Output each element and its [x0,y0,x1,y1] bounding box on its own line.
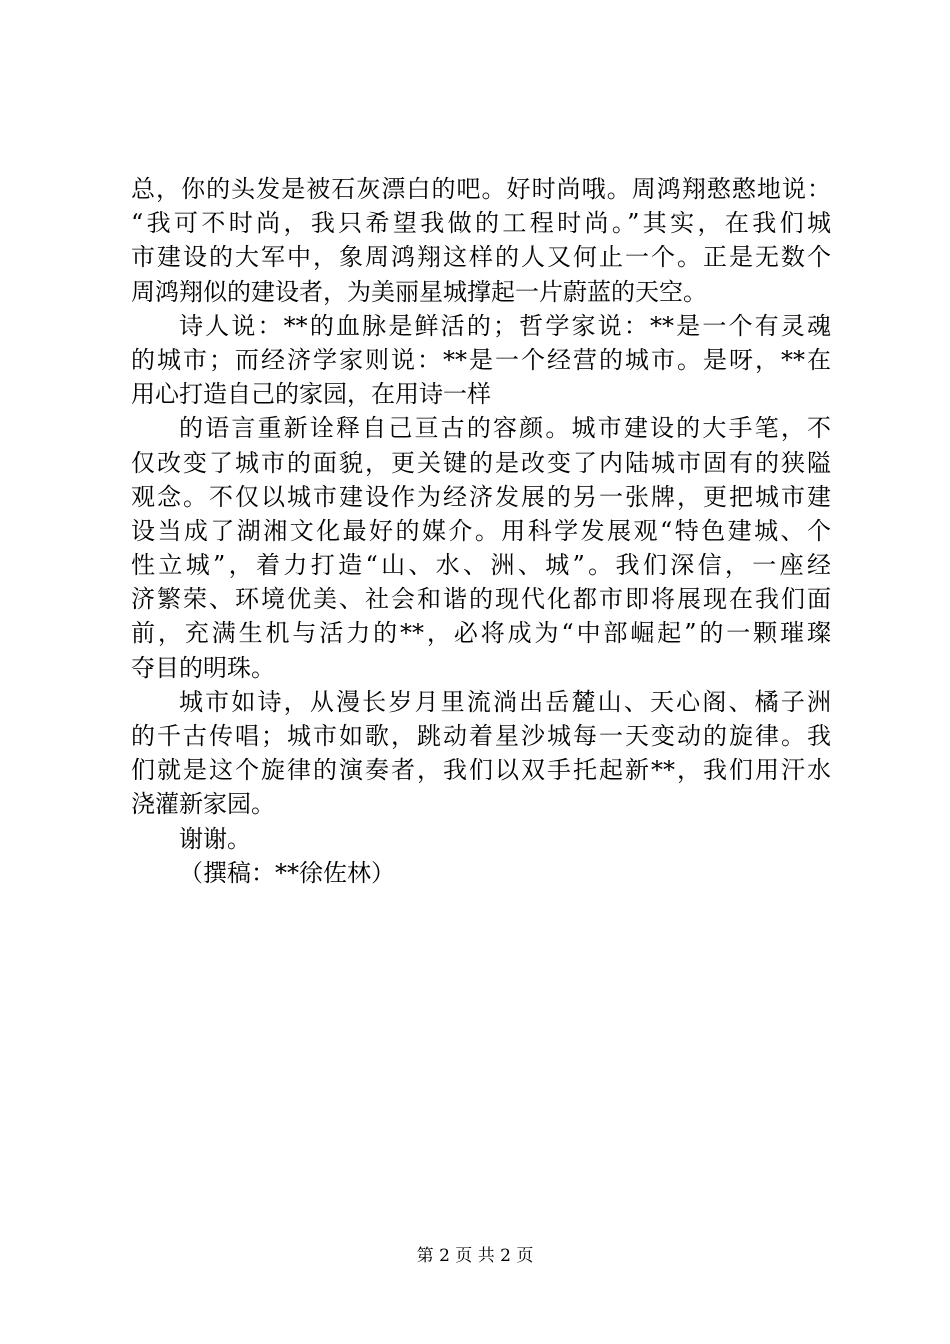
text-line: （撰稿：**徐佐林） [179,858,395,887]
text-line: 城市如诗，从漫长岁月里流淌出岳麓山、天心阁、橘子洲 [179,687,831,716]
text-line: 诗人说：**的血脉是鲜活的；哲学家说：**是一个有灵魂 [179,311,831,340]
text-line: 总，你的头发是被石灰漂白的吧。好时尚哦。周鸿翔憨憨地说： [131,175,831,203]
text-line: 仅改变了城市的面貌，更关键的是改变了内陆城市固有的狭隘 [131,448,831,477]
text-line: 用心打造自己的家园，在用诗一样 [131,380,491,409]
text-line: 浇灌新家园。 [131,790,275,819]
page-number-footer: 第 2 页 共 2 页 [416,1246,534,1266]
text-line: 夺目的明珠。 [131,653,275,682]
text-line: 的语言重新诠释自己亘古的容颜。城市建设的大手笔，不 [179,414,831,443]
text-line: 们就是这个旋律的演奏者，我们以双手托起新**，我们用汗水 [131,756,831,785]
text-line: 前，充满生机与活力的**，必将成为“中部崛起”的一颗璀璨 [131,619,831,648]
text-line: 济繁荣、环境优美、社会和谐的现代化都市即将展现在我们面 [131,585,831,614]
text-line: 谢谢。 [179,824,251,853]
document-body [131,172,831,890]
text-line: “我可不时尚，我只希望我做的工程时尚。”其实，在我们城 [131,209,831,238]
text-line: 的城市；而经济学家则说：**是一个经营的城市。是呀，**在 [131,345,831,374]
text-line: 市建设的大军中，象周鸿翔这样的人又何止一个。正是无数个 [131,243,831,272]
text-line: 观念。不仅以城市建设作为经济发展的另一张牌，更把城市建 [131,482,831,511]
text-line: 周鸿翔似的建设者，为美丽星城撑起一片蔚蓝的天空。 [131,277,707,306]
text-line: 的千古传唱；城市如歌，跳动着星沙城每一天变动的旋律。我 [131,722,831,750]
text-line: 设当成了湖湘文化最好的媒介。用科学发展观“特色建城、个 [131,516,831,545]
text-line: 性立城”，着力打造“山、水、洲、城”。我们深信，一座经 [131,551,831,580]
